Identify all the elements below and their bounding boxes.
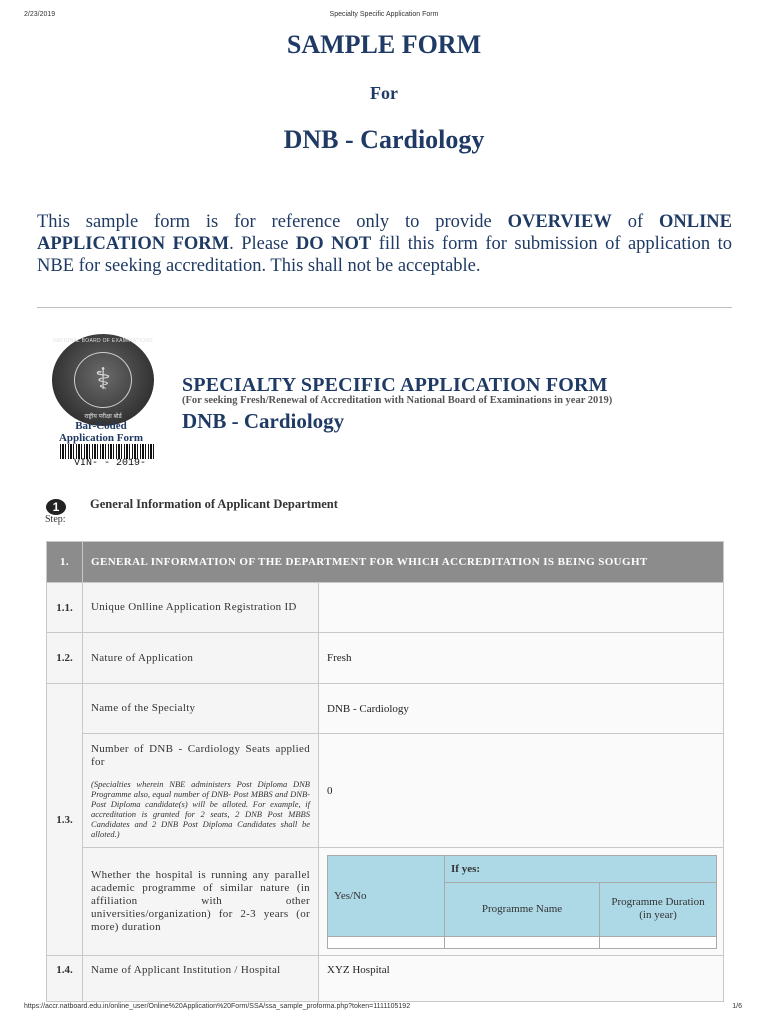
yes-no-header: Yes/No <box>328 855 445 936</box>
registration-id-value <box>319 583 724 633</box>
step-title: General Information of Applicant Department <box>90 497 338 511</box>
registration-id-label: Unique Onlline Application Registration ID <box>83 583 319 633</box>
seats-applied-label: Number of DNB - Cardiology Seats applied for <box>91 742 310 768</box>
seats-applied-note: (Specialties wherein NBE administers Post Diploma DNB Programme also, equal number of DNB- Post MBBS and DNB- Post Diploma candidate(s) will be alloted. For example, if accreditation is granted for 2 seats, 2 DNB Post MBBS Candidates and 2 DNB Post Diploma Candidates shall be alloted.) <box>91 778 310 839</box>
parallel-programme-label: Whether the hospital is running any parallel academic programme of similar nature (in affiliation with other universities/organization) for 2-3 years (or more) duration <box>83 848 319 956</box>
table-row <box>47 583 724 633</box>
barcode-label-line2: Application Form <box>58 432 144 444</box>
programme-name-value <box>445 936 600 948</box>
specialty-name-value: DNB - Cardiology <box>319 684 724 734</box>
section-title: GENERAL INFORMATION OF THE DEPARTMENT FOR WHICH ACCREDITATION IS BEING SOUGHT <box>83 542 724 583</box>
row-number: 1.4. <box>47 956 83 1002</box>
table-row <box>47 848 724 956</box>
notice-emphasis-overview: OVERVIEW <box>507 212 612 232</box>
notice-emphasis-online-form: ONLINE APPLICATION FORM <box>37 212 732 254</box>
form-subtitle: (For seeking Fresh/Renewal of Accreditation with National Board of Examinations in year 2019) <box>182 395 613 406</box>
notice-text-1: This sample form is for reference only to provide <box>37 212 508 232</box>
print-date: 2/23/2019 <box>24 11 56 18</box>
table-header-row <box>47 542 724 583</box>
programme-duration-value <box>600 936 717 948</box>
table-row <box>47 956 724 1002</box>
institution-name-label: Name of Applicant Institution / Hospital <box>83 956 319 1002</box>
seats-applied-cell <box>83 734 319 848</box>
sample-form-specialty: DNB - Cardiology <box>283 125 485 154</box>
seats-applied-value: 0 <box>319 734 724 848</box>
caduceus-icon: ⚕ <box>94 363 112 396</box>
divider <box>37 307 732 308</box>
reference-notice <box>37 211 732 277</box>
seal-ring-text: NATIONAL BOARD OF EXAMINATIONS <box>53 338 153 344</box>
if-yes-header: If yes: <box>445 855 717 882</box>
step-label: Step: <box>45 514 66 525</box>
print-page-title: Specialty Specific Application Form <box>329 11 439 18</box>
programme-name-header: Programme Name <box>445 882 600 936</box>
table-row <box>47 734 724 848</box>
vin-number: VIN- - 2019- <box>74 458 147 469</box>
row-number: 1.3. <box>47 684 83 956</box>
programme-duration-header: Programme Duration (in year) <box>600 882 717 936</box>
form-title: SPECIALTY SPECIFIC APPLICATION FORM <box>182 374 608 396</box>
table-row <box>47 633 724 684</box>
barcode-label <box>40 420 162 444</box>
step-number-badge: 1 <box>46 499 66 515</box>
notice-text-3: . Please <box>229 234 296 254</box>
yes-no-value <box>328 936 445 948</box>
form-specialty: DNB - Cardiology <box>182 409 345 433</box>
parallel-programme-table <box>327 855 717 949</box>
page-number: 1/6 <box>732 1003 742 1010</box>
nature-of-application-value: Fresh <box>319 633 724 684</box>
specialty-name-label: Name of the Specialty <box>83 684 319 734</box>
parallel-programme-cell <box>319 848 724 956</box>
nature-of-application-label: Nature of Application <box>83 633 319 684</box>
barcode-icon <box>60 444 156 459</box>
nbe-seal-logo <box>52 334 154 426</box>
section-number: 1. <box>47 542 83 583</box>
barcode-label-line1: Bar-Coded <box>75 420 127 432</box>
sub-table-row <box>328 855 717 882</box>
general-information-table <box>46 541 724 1002</box>
seal-hindi-text: राष्ट्रीय परीक्षा बोर्ड <box>84 414 122 420</box>
sample-form-title: SAMPLE FORM <box>286 30 482 59</box>
notice-emphasis-do-not: DO NOT <box>295 234 372 254</box>
sample-form-for: For <box>370 83 398 103</box>
notice-text-4: fill this form for submission of application to NBE for seeking accreditation. This shall not be acceptable. <box>37 234 733 276</box>
row-number: 1.2. <box>47 633 83 684</box>
sub-table-row <box>328 936 717 948</box>
table-row <box>47 684 724 734</box>
footer-url-link[interactable]: https://accr.natboard.edu.in/online_user/Online%20Application%20Form/SSA/ssa_sample_proforma.php?token=1111105192 <box>24 1003 411 1010</box>
institution-name-value: XYZ Hospital <box>319 956 724 1002</box>
notice-text-2: of <box>611 212 659 232</box>
row-number: 1.1. <box>47 583 83 633</box>
